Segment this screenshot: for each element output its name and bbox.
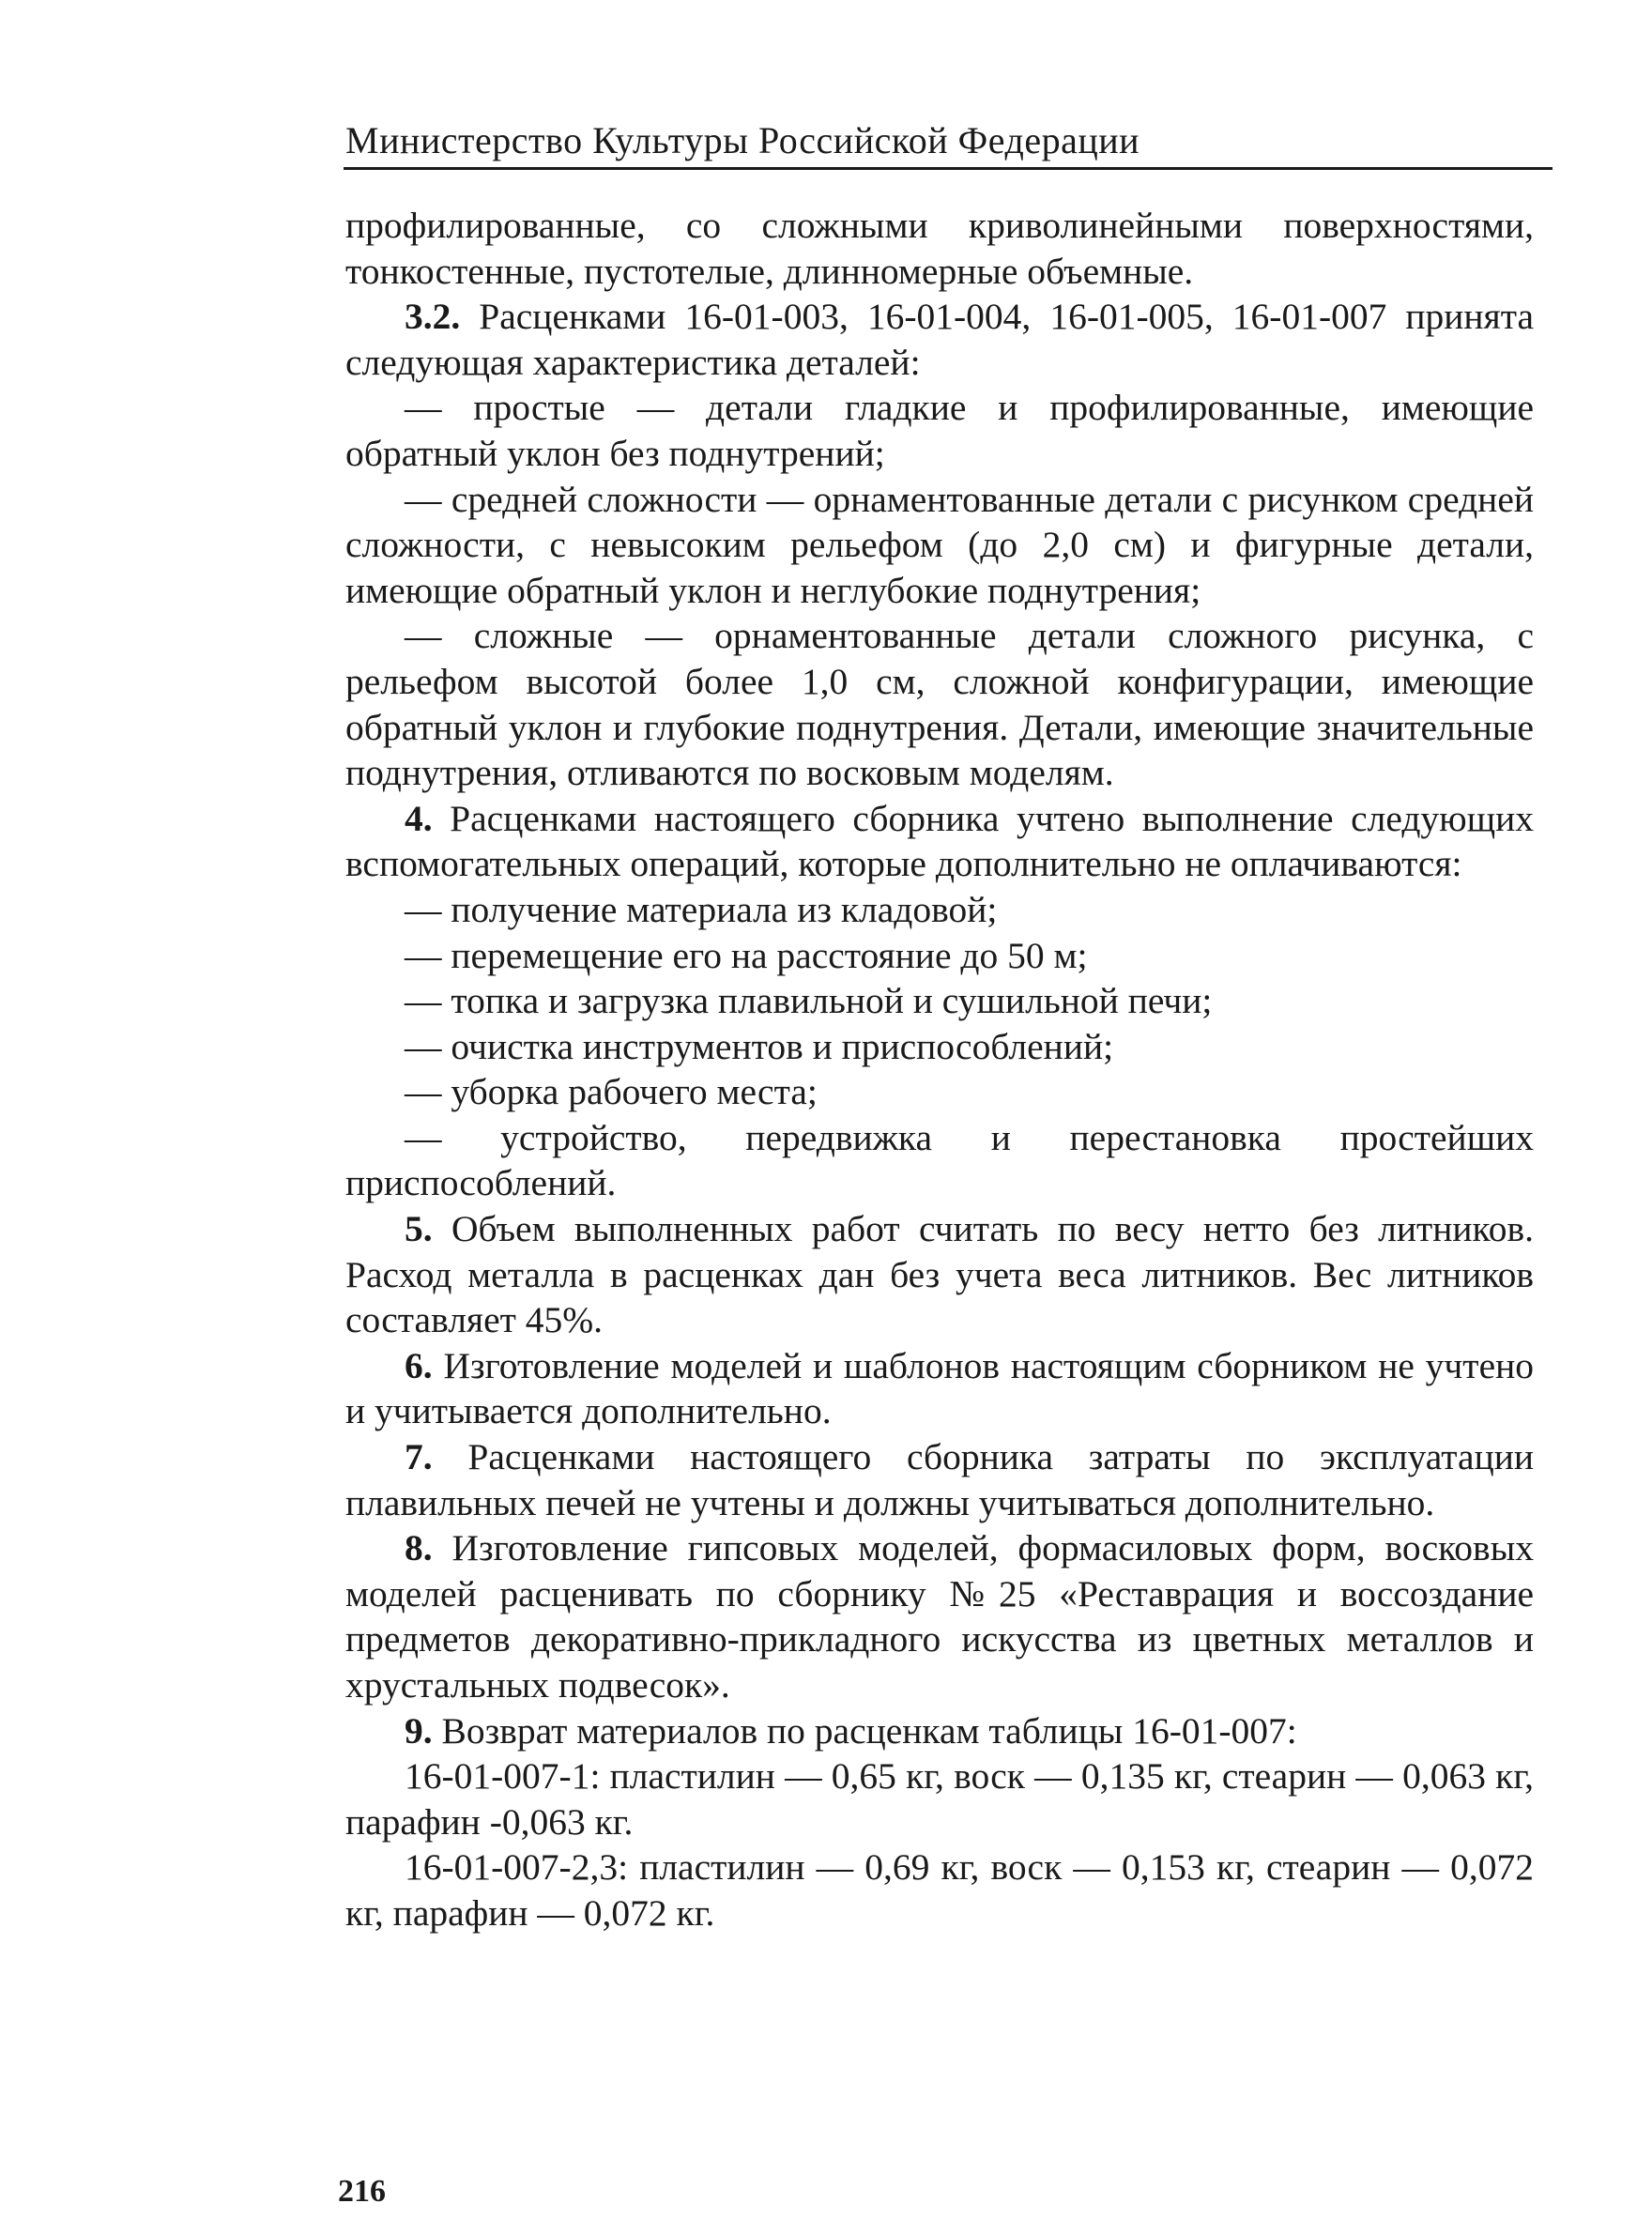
section-number: 4. (405, 797, 433, 839)
page-number: 216 (338, 2174, 386, 2209)
paragraph (345, 1708, 1534, 1754)
paragraph-text: — уборка рабочего места; (405, 1071, 818, 1113)
paragraph-text: — устройство, передвижка и перестановка простейших приспособлений. (345, 1116, 1534, 1204)
list-item (345, 1069, 1534, 1115)
paragraph (345, 796, 1534, 887)
section-number: 8. (405, 1527, 433, 1569)
list-item (345, 385, 1534, 476)
paragraph-text: Расценками настоящего сборника учтено выполнение следующих вспомогательных операций, которые дополнительно не оплачиваются: (345, 797, 1534, 885)
paragraph (345, 1434, 1534, 1525)
paragraph (345, 1206, 1534, 1343)
paragraph-text: Расценками настоящего сборника затраты по эксплуатации плавильных печей не учтены и должны учитываться дополнительно. (345, 1436, 1534, 1523)
paragraph (345, 1343, 1534, 1434)
list-item (345, 613, 1534, 795)
paragraph-text: Изготовление моделей и шаблонов настоящим сборником не учтено и учитывается дополнительно. (345, 1344, 1534, 1432)
paragraph-text: Возврат материалов по расценкам таблицы 16-01-007: (432, 1709, 1297, 1752)
paragraph-text: — получение материала из кладовой; (405, 888, 998, 930)
paragraph-text: — средней сложности — орнаментованные детали с рисунком средней сложности, с невысоким рельефом (до 2,0 см) и фигурные детали, имеющие обратный уклон и неглубокие поднутрения; (345, 478, 1534, 611)
paragraph-text: Изготовление гипсовых моделей, формасиловых форм, восковых моделей расценивать по сборнику №25 «Реставрация и воссоздание предметов декоративно-прикладного искусства из цветных металлов и хрустальных подвесок». (345, 1527, 1534, 1706)
paragraph-text: Расценками 16-01-003, 16-01-004, 16-01-005, 16-01-007 принята следующая характеристика деталей: (345, 296, 1534, 383)
list-item (345, 933, 1534, 979)
material-return-line (345, 1753, 1534, 1844)
section-number: 6. (405, 1344, 433, 1386)
body-text (345, 203, 1534, 1936)
material-return-line (345, 1844, 1534, 1936)
paragraph-text: профилированные, со сложными криволинейными поверхностями, тонкостенные, пустотелые, длинномерные объемные. (345, 205, 1534, 292)
header-rule (344, 167, 1553, 170)
paragraph-text: — сложные — орнаментованные детали сложного рисунка, с рельефом высотой более 1,0 см, сложной конфигурации, имеющие обратный уклон и глубокие поднутрения. Детали, имеющие значительные поднутрения, отливаются по восковым моделям. (345, 615, 1534, 794)
paragraph-text: 16-01-007-1: пластилин — 0,65 кг, воск — 0,135 кг, стеарин — 0,063 кг, парафин -0,063 кг. (345, 1755, 1534, 1843)
paragraph-text: — очистка инструментов и приспособлений; (405, 1025, 1114, 1067)
paragraph-text: — топка и загрузка плавильной и сушильной печи; (405, 980, 1213, 1022)
section-number: 7. (405, 1436, 433, 1478)
paragraph-text: — перемещение его на расстояние до 50 м; (405, 934, 1088, 976)
list-item (345, 1115, 1534, 1206)
list-item (345, 477, 1534, 614)
section-number: 9. (405, 1709, 433, 1752)
paragraph (345, 1525, 1534, 1707)
paragraph-text: 16-01-007-2,3: пластилин — 0,69 кг, воск — 0,153 кг, стеарин — 0,072 кг, парафин — 0,072 кг. (345, 1846, 1534, 1934)
paragraph-text: — простые — детали гладкие и профилированные, имеющие обратный уклон без поднутрений; (345, 387, 1534, 474)
section-number: 5. (405, 1208, 433, 1250)
list-item (345, 887, 1534, 933)
section-number: 3.2. (405, 296, 461, 338)
paragraph (345, 294, 1534, 385)
paragraph-text: Объем выполненных работ считать по весу нетто без литников. Расход металла в расценках дан без учета веса литников. Вес литников составляет 45%. (345, 1208, 1534, 1341)
list-item (345, 1024, 1534, 1070)
list-item (345, 978, 1534, 1024)
running-header: Министерство Культуры Российской Федерации (345, 119, 1140, 161)
paragraph (345, 203, 1534, 294)
